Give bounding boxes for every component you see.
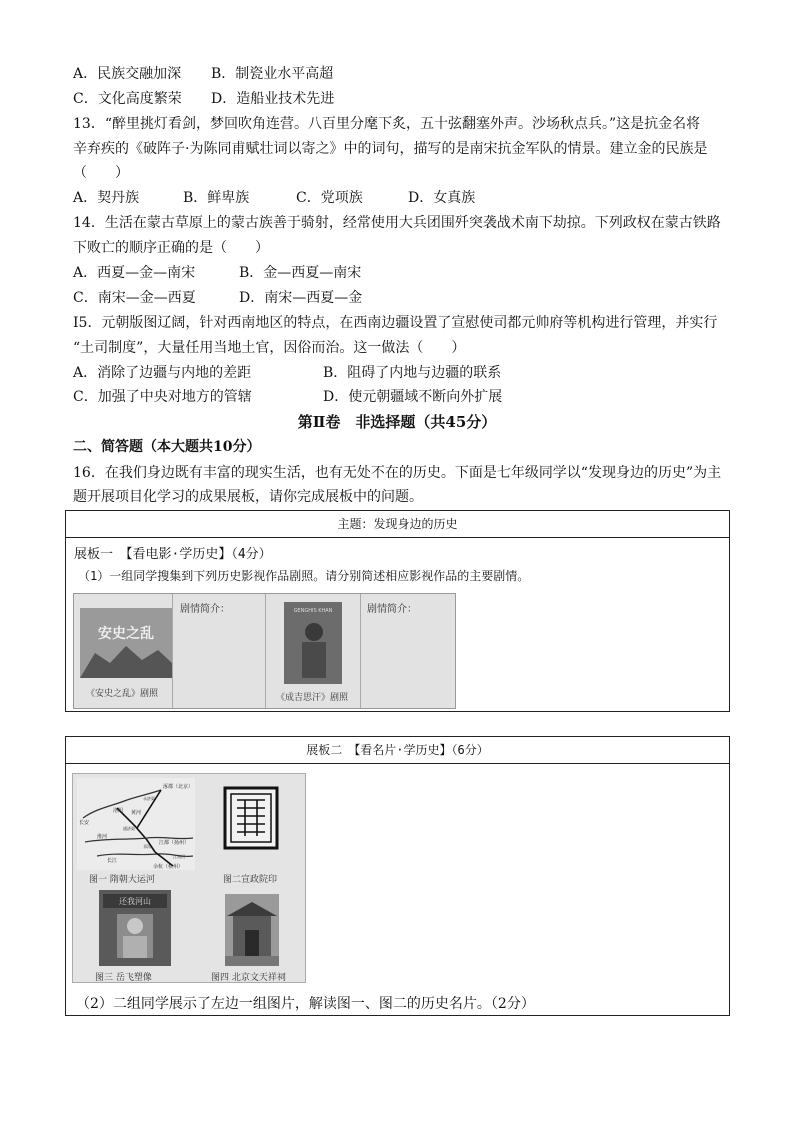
caption-figure-1: 图一 隋朝大运河	[89, 875, 155, 885]
q14-option-c: C．南宋—金—西夏	[73, 290, 196, 306]
map-label-jiangnanhe: 江南河	[173, 854, 185, 859]
an-shi-caption: 《安史之乱》剧照	[86, 689, 159, 699]
map-label-luoyang: 洛阳	[113, 808, 124, 814]
statue-banner-text: 还我河山	[119, 897, 151, 906]
q13-option-b: B．鲜卑族	[183, 190, 250, 206]
board-two-question-2: （2）二组同学展示了左边一组图片，解读图一、图二的历史名片。（2分）	[76, 996, 535, 1012]
xuanzheng-seal-image	[223, 786, 279, 850]
caption-figure-2: 图二宣政院印	[223, 875, 278, 885]
an-shi-film-still	[80, 608, 172, 678]
map-label-tongjiqu: 通济渠	[123, 826, 135, 831]
q14-line-1: 14．生活在蒙古草原上的蒙古族善于骑射，经常使用大兵团围歼突袭战术南下劫掠。下列政权在蒙古铁路	[73, 215, 721, 231]
map-label-hangou: 邗沟	[143, 844, 151, 849]
q15-option-c: C．加强了中央对地方的管辖	[73, 389, 252, 405]
an-shi-film-title: 安史之乱	[98, 626, 154, 642]
map-label-huaihe: 淮河	[97, 834, 108, 840]
q14-option-d: D．南宋—西夏—金	[239, 290, 363, 306]
q13-line-3: （ ）	[73, 165, 129, 181]
map-label-huanghe: 黄河	[131, 810, 142, 816]
map-label-yuhang: 余杭（杭州）	[153, 864, 184, 870]
map-label-zhuojun: 涿郡（北京）	[163, 784, 194, 790]
q12-option-b: B．制瓷业水平高超	[211, 66, 334, 82]
board-one-title: 展板一 【看电影·学历史】（4分）	[74, 547, 272, 562]
plot-label-2: 剧情简介：	[367, 604, 417, 615]
q15-line-1: I5．元朝版图辽阔，针对西南地区的特点，在西南边疆设置了宣慰使司都元帅府等机构进行管理，并实行	[73, 315, 718, 331]
map-label-yongjiqu: 永济渠	[143, 796, 155, 801]
q13-option-d: D．女真族	[408, 190, 476, 206]
film-stills-strip	[73, 593, 456, 709]
map-label-changan: 长安	[79, 820, 90, 826]
q14-option-a: A．西夏—金—南宋	[73, 265, 196, 281]
board-two-title: 展板二 【看名片·学历史】（6分）	[66, 737, 729, 764]
board-theme: 主题：发现身边的历史	[66, 511, 729, 538]
q12-option-d: D．造船业技术先进	[211, 91, 335, 107]
q15-option-a: A．消除了边疆与内地的差距	[73, 365, 252, 381]
q14-option-b: B．金—西夏—南宋	[239, 265, 362, 281]
section-2-title: 第Ⅱ卷 非选择题（共45分）	[297, 413, 497, 431]
board-one	[65, 510, 730, 712]
board-two	[65, 736, 730, 1016]
map-label-jiangdu: 江都（扬州）	[159, 840, 190, 846]
q12-option-c: C．文化高度繁荣	[73, 91, 182, 107]
map-label-changjiang: 长江	[107, 858, 118, 864]
grand-canal-map	[77, 778, 195, 870]
board-one-question-1: （1）一组同学搜集到下列历史影视作品剧照。请分别简述相应影视作品的主要剧情。	[78, 569, 530, 583]
genghis-poster-text: GENGHIS KHAN	[293, 608, 333, 614]
q13-option-c: C．党项族	[296, 190, 363, 206]
q15-option-d: D．使元朝疆域不断向外扩展	[323, 389, 503, 405]
wen-tianxiang-temple-image	[225, 894, 279, 966]
q13-option-a: A．契丹族	[73, 190, 140, 206]
board-two-image-panel	[72, 773, 306, 983]
q15-line-2: “土司制度”，大量任用当地土官，因俗而治。这一做法（ ）	[73, 340, 466, 356]
yue-fei-statue-image	[99, 890, 171, 966]
caption-figure-3: 图三 岳飞塑像	[95, 973, 152, 983]
q12-option-a: A．民族交融加深	[73, 66, 182, 82]
plot-label-1: 剧情简介：	[180, 604, 230, 615]
q16-line-1: 16．在我们身边既有丰富的现实生活，也有无处不在的历史。下面是七年级同学以“发现身边的历史”为主	[73, 465, 722, 481]
q15-option-b: B．阻碍了内地与边疆的联系	[323, 365, 502, 381]
genghis-khan-film-still	[284, 602, 342, 684]
part-2-heading: 二、简答题（本大题共10分）	[73, 439, 261, 455]
q13-line-1: 13．“醉里挑灯看剑，梦回吹角连营。八百里分麾下炙，五十弦翻塞外声。沙场秋点兵。”这是抗金名将	[73, 116, 701, 132]
q16-line-2: 题开展项目化学习的成果展板，请你完成展板中的问题。	[73, 489, 423, 505]
genghis-caption: 《成吉思汗》剧照	[276, 693, 349, 703]
q13-line-2: 辛弃疾的《破阵子·为陈同甫赋壮词以寄之》中的词句，描写的是南宋抗金军队的情景。建立金的民族是	[73, 141, 708, 157]
caption-figure-4: 图四 北京文天祥祠	[211, 973, 286, 983]
q14-line-2: 下败亡的顺序正确的是（ ）	[73, 240, 269, 256]
